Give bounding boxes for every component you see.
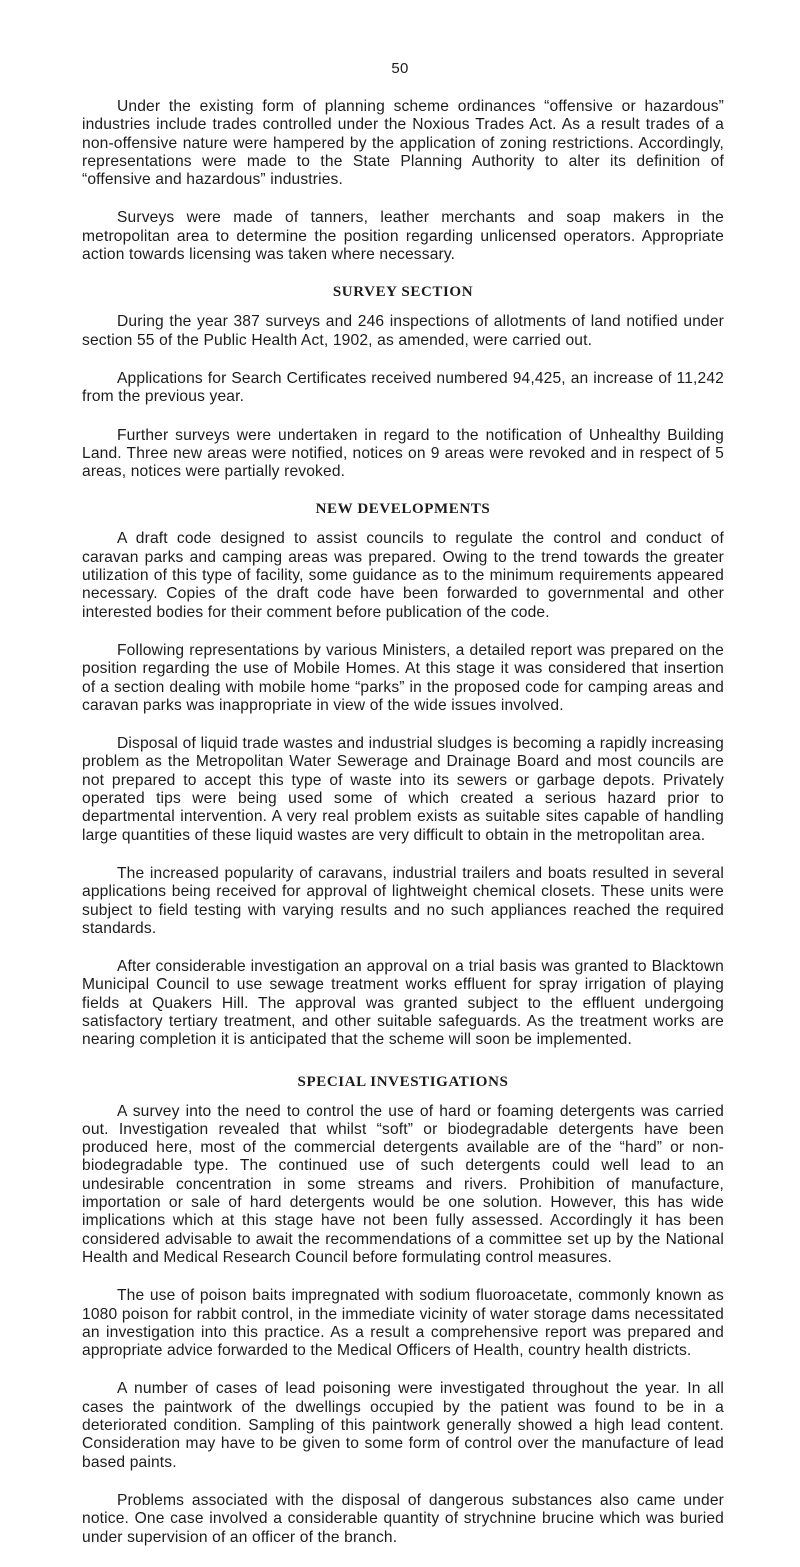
paragraph-caravan-code: A draft code designed to assist councils to regulate the control and conduct of caravan parks and camping areas was prepared. Owing to the trend towards the greater utilization of this type of facility, some guidance as to the minimum requirements appeared necessary. Copies of the draft code have been forwarded to governmental and other interested bodies for their comment before publication of the code.: [82, 530, 724, 621]
document-body: [82, 98, 724, 1567]
paragraph-liquid-wastes: Disposal of liquid trade wastes and industrial sludges is becoming a rapidly increasing problem as the Metropolitan Water Sewerage and Drainage Board and most councils are not prepared to accept this type of waste into its sewers or garbage depots. Privately operated tips were being used some of which created a serious hazard prior to departmental intervention. A very real problem exists as suitable sites capable of handling large quantities of these liquid wastes are very difficult to obtain in the metropolitan area.: [82, 735, 724, 844]
paragraph-tanners-survey: Surveys were made of tanners, leather merchants and soap makers in the metropolitan area to determine the position regarding unlicensed operators. Appropriate action towards licensing was taken where necessary.: [82, 209, 724, 264]
paragraph-chemical-closets: The increased popularity of caravans, industrial trailers and boats resulted in several applications being received for approval of lightweight chemical closets. These units were subject to field testing with varying results and no such appliances reached the required standards.: [82, 864, 724, 937]
paragraph-lead-poisoning: A number of cases of lead poisoning were investigated throughout the year. In all cases the paintwork of the dwellings occupied by the patient was found to be in a deteriorated condition. Sampling of this paintwork generally showed a high lead content. Consideration may have to be given to some form of control over the manufacture of lead based paints.: [82, 1380, 724, 1471]
paragraph-survey-inspections: During the year 387 surveys and 246 inspections of allotments of land notified under section 55 of the Public Health Act, 1902, as amended, were carried out.: [82, 313, 724, 349]
paragraph-poison-baits: The use of poison baits impregnated with sodium fluoroacetate, commonly known as 1080 poison for rabbit control, in the immediate vicinity of water storage dams necessitated an investigation into this practice. As a result a comprehensive report was prepared and appropriate advice forwarded to the Medical Officers of Health, country health districts.: [82, 1287, 724, 1360]
paragraph-detergents: A survey into the need to control the use of hard or foaming detergents was carried out. Investigation revealed that whilst “soft” or biodegradable detergents have been produced here, most of the commercial detergents available are of the “hard” or non-biodegradable type. The continued use of such detergents could well lead to an undesirable concentration in some streams and rivers. Prohibition of manufacture, importation or sale of hard detergents would be one solution. However, this has wide implications which at this stage have not been fully assessed. Accordingly it has been considered advisable to await the recommendations of a committee set up by the National Health and Medical Research Council before formulating control measures.: [82, 1102, 724, 1266]
paragraph-blacktown-effluent: After considerable investigation an approval on a trial basis was granted to Blacktown Municipal Council to use sewage treatment works effluent for spray irrigation of playing fields at Quakers Hill. The approval was granted subject to the effluent undergoing satisfactory tertiary treatment, and other suitable safeguards. As the treatment works are nearing completion it is anticipated that the scheme will soon be implemented.: [82, 958, 724, 1049]
page-number: 50: [391, 60, 409, 77]
heading-special-investigations: SPECIAL INVESTIGATIONS: [297, 1073, 509, 1090]
heading-new-developments: NEW DEVELOPMENTS: [315, 501, 491, 518]
paragraph-dangerous-substances: Problems associated with the disposal of dangerous substances also came under notice. One case involved a considerable quantity of strychnine brucine which was buried under supervision of an officer of the branch.: [82, 1491, 724, 1546]
paragraph-planning-ordinances: Under the existing form of planning scheme ordinances “offensive or hazardous” industries include trades controlled under the Noxious Trades Act. As a result trades of a non-offensive nature were hampered by the application of zoning restrictions. Accordingly, representations were made to the State Planning Authority to alter its definition of “offensive and hazardous” industries.: [82, 98, 724, 189]
paragraph-unhealthy-building-land: Further surveys were undertaken in regard to the notification of Unhealthy Building Land. Three new areas were notified, notices on 9 areas were revoked and in respect of 5 areas, notices were partially revoked.: [82, 426, 724, 481]
paragraph-mobile-homes: Following representations by various Ministers, a detailed report was prepared on the position regarding the use of Mobile Homes. At this stage it was considered that insertion of a section dealing with mobile home “parks” in the proposed code for camping areas and caravan parks was inappropriate in view of the wide issues involved.: [82, 641, 724, 714]
paragraph-search-certificates: Applications for Search Certificates received numbered 94,425, an increase of 11,242 from the previous year.: [82, 369, 724, 406]
heading-survey-section: SURVEY SECTION: [332, 284, 474, 301]
